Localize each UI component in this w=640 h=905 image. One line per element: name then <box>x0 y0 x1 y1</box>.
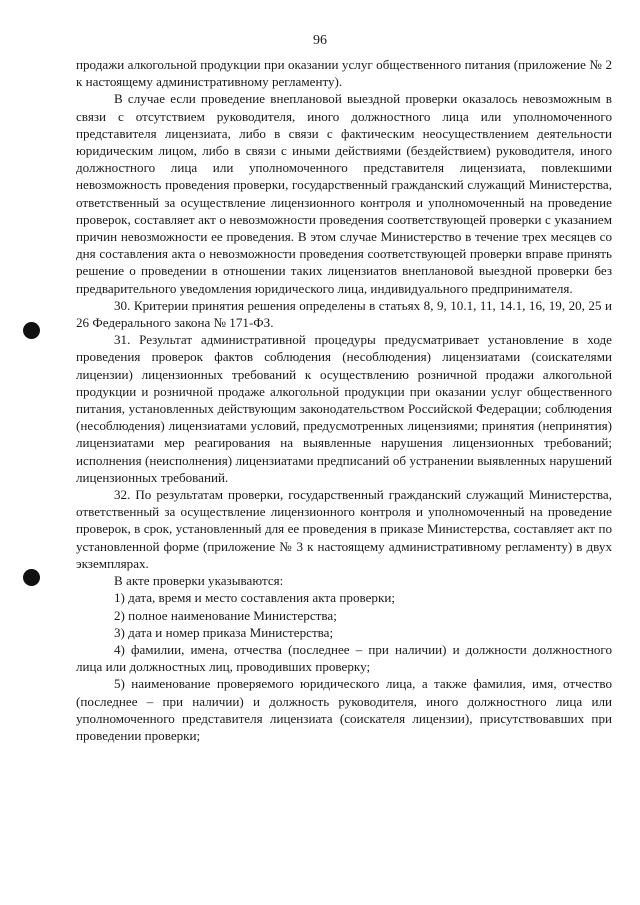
document-body <box>76 56 612 744</box>
list-item-4: 4) фамилии, имена, отчества (последнее – при наличии) и должности должностного лица или должностных лиц, проводивших проверку; <box>76 641 612 675</box>
paragraph-continuation: продажи алкогольной продукции при оказании услуг общественного питания (приложение № 2 к настоящему административному регламенту). <box>76 57 612 90</box>
paragraph-31: 31. Результат административной процедуры предусматривает установление в ходе проведения проверок фактов соблюдения (несоблюдения) лицензиатами (соискателями лицензии) лицензионных требований к осуществлению розничной продажи алкогольной продукции и розничной продаже алкогольной продукции при оказании услуг общественного питания, установленных действующим законодательством Российской Федерации; соблюдения (несоблюдения) лицензиатами условий, предусмотренных лицензиями; принятия (непринятия) лицензиатами мер реагирования на выявленные нарушения лицензионных требований; исполнения (неисполнения) лицензиатами предписаний об устранении выявленных нарушений лицензионных требований. <box>76 332 612 485</box>
list-item-3: 3) дата и номер приказа Министерства; <box>114 624 334 640</box>
page-number: 96 <box>313 33 327 48</box>
list-item-5: 5) наименование проверяемого юридического лица, а также фамилия, имя, отчество (последнее – при наличии) и должность руководителя, иного должностного лица или уполномоченного представителя лицензиата (соискателя лицензии), присутствовавших при проведении проверки; <box>76 676 612 743</box>
punch-hole-mark <box>23 569 40 586</box>
paragraph-30: 30. Критерии принятия решения определены в статьях 8, 9, 10.1, 11, 14.1, 16, 19, 20, 25 и 26 Федерального закона № 171-ФЗ. <box>76 297 612 331</box>
paragraph-act-contents-intro: В акте проверки указываются: <box>114 573 284 589</box>
paragraph-32: 32. По результатам проверки, государственный гражданский служащий Министерства, ответственный за осуществление лицензионного контроля и уполномоченный на проведение проверок, в срок, установленный для ее проведения в приказе Министерства, составляет акт по установленной форме (приложение № 3 к настоящему административному регламенту) в двух экземплярах. <box>76 487 612 571</box>
paragraph-unscheduled-inspection: В случае если проведение внеплановой выездной проверки оказалось невозможным в связи с отсутствием руководителя, иного должностного лица или уполномоченного представителя лицензиата, либо в связи с фактическим неосуществлением деятельности юридическим лицом, либо в связи с иными действиями (бездействием) руководителя, иного должностного лица или уполномоченного представителя лицензиата, повлекшими невозможность проведения проверки, государственный гражданский служащий Министерства, ответственный за осуществление лицензионного контроля и уполномоченный на проведение проверок, составляет акт о невозможности проведения соответствующей проверки с указанием причин невозможности ее проведения. В этом случае Министерство в течение трех месяцев со дня составления акта о невозможности проведения соответствующей проверки вправе принять решение о проведении в отношении таких лицензиатов внеплановой выездной проверки без предварительного уведомления юридического лица, индивидуального предпринимателя. <box>76 91 612 296</box>
punch-hole-mark <box>23 322 40 339</box>
list-item-1: 1) дата, время и место составления акта проверки; <box>114 590 395 606</box>
list-item-2: 2) полное наименование Министерства; <box>114 607 337 623</box>
